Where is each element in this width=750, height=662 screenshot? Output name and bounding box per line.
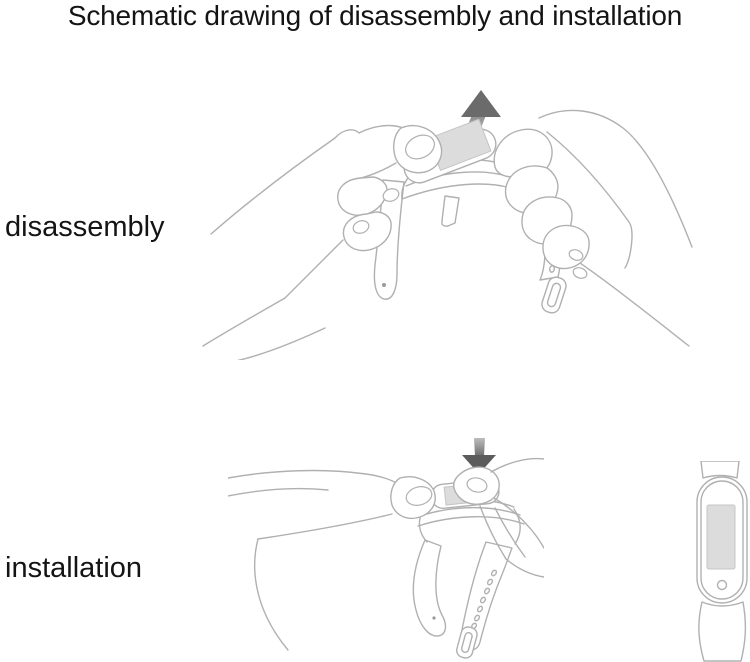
band-button [718,581,727,590]
right-hand-drawing [494,110,692,346]
figure-disassembly [195,68,705,360]
figure-installation [228,430,544,662]
page-title: Schematic drawing of disassembly and installation [67,0,683,31]
left-hand-drawing [228,471,435,650]
wristband-straps-drawing [413,540,512,660]
band-screen [707,505,735,569]
label-installation: installation [5,552,143,584]
strap-buckle-drawing [455,625,478,659]
label-disassembly: disassembly [5,211,165,243]
band-front-view [692,461,750,662]
strap-buckle-drawing [540,275,568,315]
band-capsule-drawing [697,477,747,603]
left-hand-drawing [203,126,442,360]
